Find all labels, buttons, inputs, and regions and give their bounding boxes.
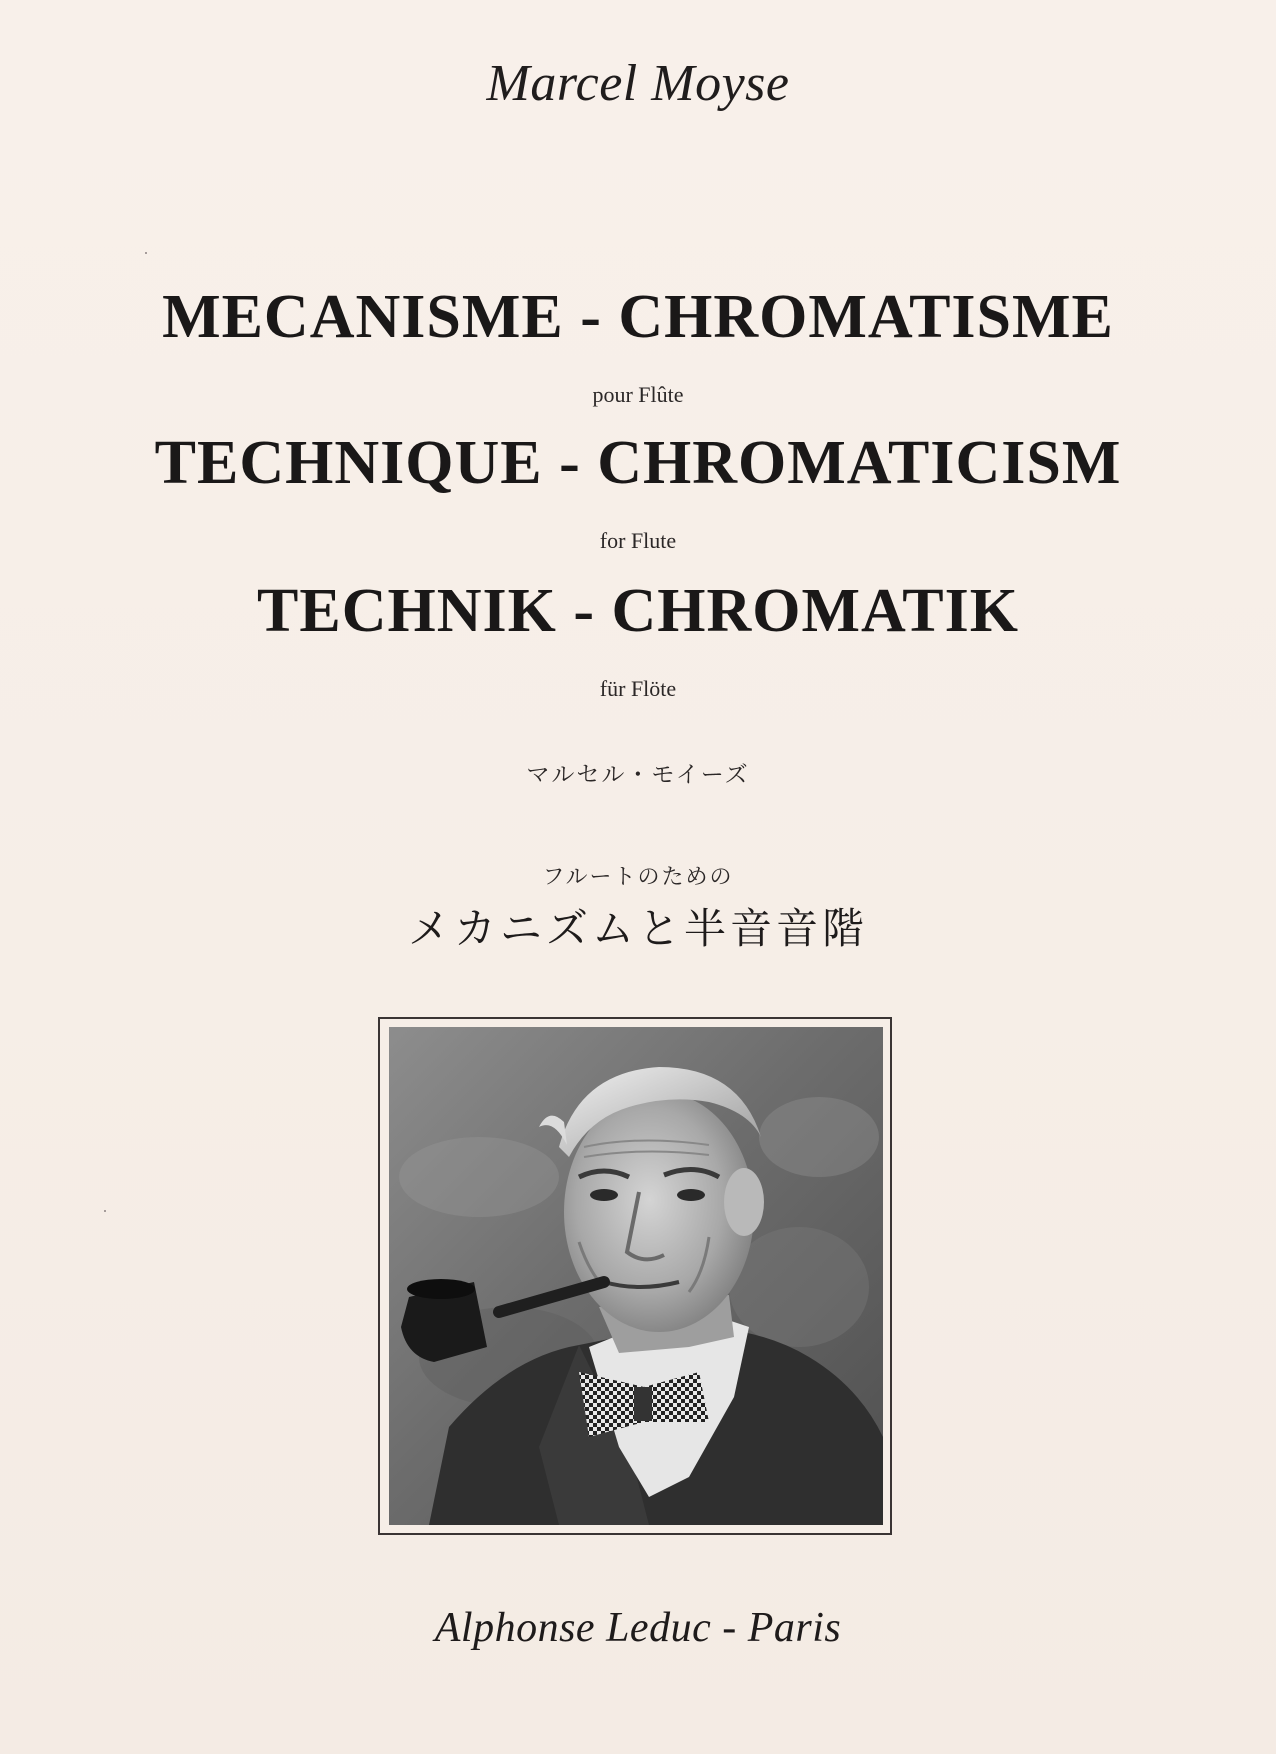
publisher-name: Alphonse Leduc - Paris — [434, 1605, 842, 1651]
author-name: Marcel Moyse — [486, 55, 790, 112]
portrait-photo — [389, 1027, 883, 1525]
title-german: TECHNIK - CHROMATIK — [257, 577, 1019, 645]
title-french: MECANISME - CHROMATISME — [162, 283, 1114, 351]
title-english: TECHNIQUE - CHROMATICISM — [154, 429, 1122, 497]
japanese-author-name: マルセル・モイーズ — [526, 762, 750, 788]
japanese-title: メカニズムと半音音階 — [407, 904, 868, 953]
japanese-subtitle: フルートのための — [542, 865, 734, 890]
subtitle-french: pour Flûte — [592, 382, 684, 407]
paper-speck — [104, 1210, 106, 1212]
paper-speck — [145, 252, 147, 254]
subtitle-english: for Flute — [599, 528, 677, 553]
subtitle-german: für Flöte — [599, 676, 677, 701]
portrait-frame — [378, 1017, 892, 1535]
portrait-illustration — [389, 1027, 883, 1525]
